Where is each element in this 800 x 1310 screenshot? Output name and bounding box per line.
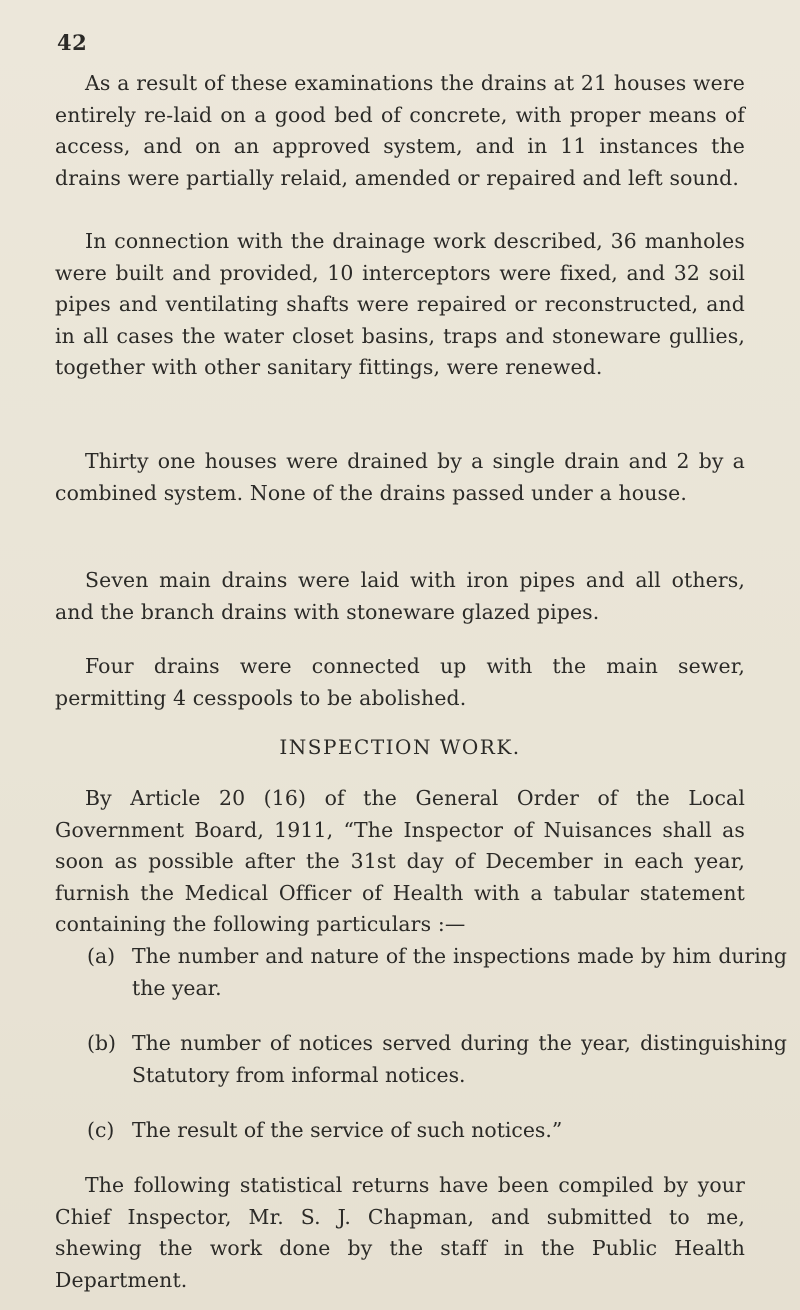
paragraph-drainage-work: In connection with the drainage work described, 36 manholes were built and provided, 10 interceptors were fixed, and 32 soil pipes and ventilating shafts were repaired or reconstructed, and in all cases the water closet basins, traps and stoneware gullies, together with other sanitary fittings, were renewed. [55,229,745,379]
list-item [87,941,787,1004]
paragraph-drains-relaid: As a result of these examinations the drains at 21 houses were entirely re-laid on a good bed of concrete, with proper means of access, and on an approved system, and in 11 instances the drains were partially relaid, amended or repaired and left sound. [55,71,745,190]
list-item-text: The number and nature of the inspections made by him during the year. [132,944,787,1000]
list-marker: (c) [87,1118,115,1142]
paragraph-main-drains: Seven main drains were laid with iron pipes and all others, and the branch drains with stoneware glazed pipes. [55,568,745,624]
list-item-text: The result of the service of such notices.” [132,1118,563,1142]
list-marker: (a) [87,944,116,968]
paragraph-cesspools: Four drains were connected up with the main sewer, permitting 4 cesspools to be abolished. [55,654,745,710]
paragraph-statistical-returns: The following statistical returns have been compiled by your Chief Inspector, Mr. S. J. Chapman, and submitted to me, shewing the work done by the staff in the Public Health Department. [55,1173,745,1292]
list-marker: (b) [87,1031,116,1055]
list-item [87,1028,787,1091]
page-number: 42 [57,30,88,55]
section-heading: INSPECTION WORK. [279,735,521,759]
paragraph-houses-drained: Thirty one houses were drained by a single drain and 2 by a combined system. None of the drains passed under a house. [55,449,745,505]
paragraph-article-20: By Article 20 (16) of the General Order of the Local Government Board, 1911, “The Inspector of Nuisances shall as soon as possible after the 31st day of December in each year, furnish the Medical Officer of Health with a tabular statement containing the following particulars :— [55,786,745,936]
list-item [87,1115,787,1147]
list-item-text: The number of notices served during the year, distinguishing Statutory from informal notices. [132,1031,787,1087]
